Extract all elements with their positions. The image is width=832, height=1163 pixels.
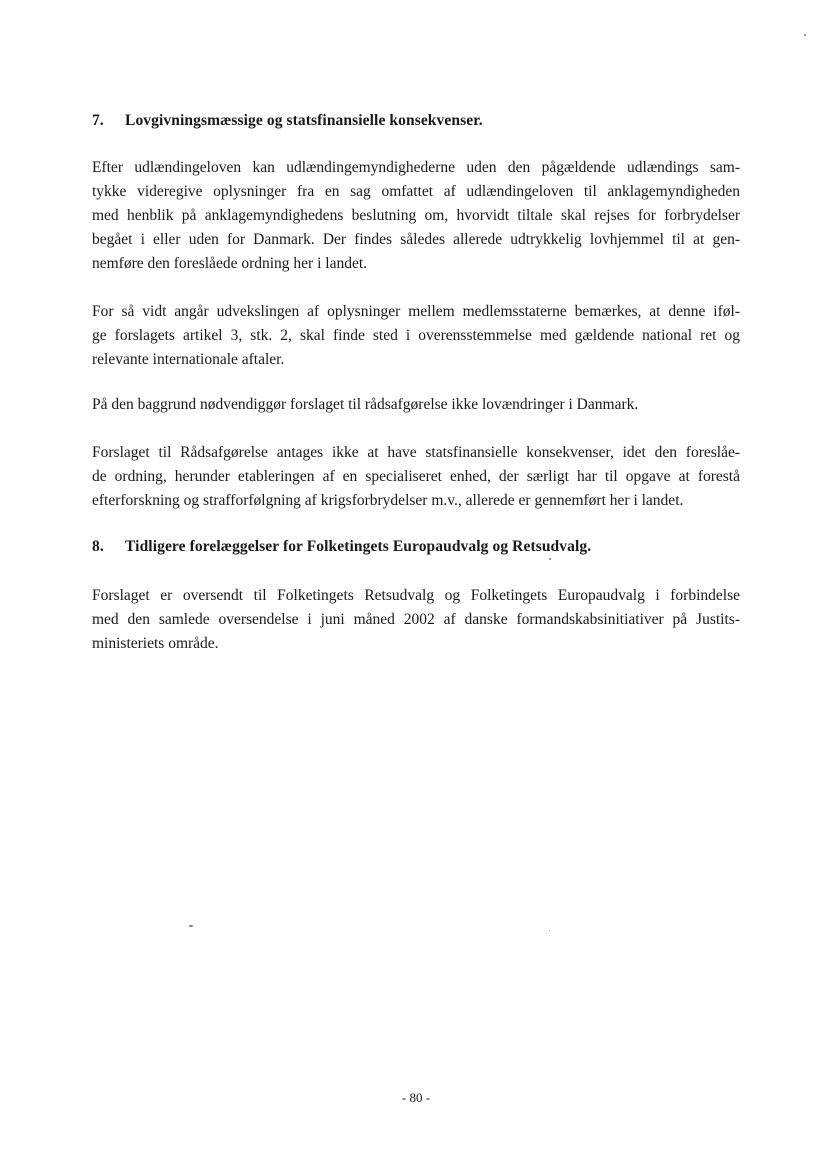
text-line: nemføre den foreslåede ordning her i landet.: [92, 255, 368, 272]
paragraph-financial-consequences: [92, 441, 740, 513]
page-number: - 80 -: [401, 1090, 431, 1105]
section-8-title: Tidligere forelæggelser for Folketingets Europaudvalg og Retsudvalg.: [125, 538, 592, 555]
text-line: ge forslagets artikel 3, stk. 2, skal finde sted i overensstemmelse med gældende national ret og: [92, 327, 740, 344]
text-line: med henblik på anklagemyndighedens beslutning om, hvorvidt tiltale skal rejses for forbrydelser: [92, 207, 740, 224]
text-line: de ordning, herunder etableringen af en specialiseret enhed, der særligt har til opgave at forestå: [92, 468, 740, 485]
scan-speck: [549, 558, 551, 560]
text-line: relevante internationale aftaler.: [92, 351, 285, 368]
scan-speck: [549, 930, 550, 931]
text-line: efterforskning og strafforfølgning af krigsforbrydelser m.v., allerede er gennemført her i landet.: [92, 492, 684, 509]
text-line: Forslaget er oversendt til Folketingets Retsudvalg og Folketingets Europaudvalg i forbindelse: [92, 587, 740, 604]
section-8-number: 8.: [92, 538, 104, 555]
text-line: På den baggrund nødvendiggør forslaget til rådsafgørelse ikke lovændringer i Danmark.: [92, 396, 639, 413]
paragraph-legal-basis: [92, 156, 740, 276]
section-8-heading: [92, 538, 591, 556]
text-line: ministeriets område.: [92, 635, 219, 652]
text-line: med den samlede oversendelse i juni måned 2002 af danske formandskabsinitiativer på Justits-: [92, 611, 740, 628]
paragraph-previous-submissions: [92, 584, 740, 656]
section-7-number: 7.: [92, 112, 104, 129]
text-line: begået i eller uden for Danmark. Der findes således allerede udtrykkelig lovhjemmel til at gen-: [92, 231, 740, 248]
scan-speck: [804, 34, 806, 36]
text-line: Efter udlændingeloven kan udlændingemyndighederne uden den pågældende udlændings sam-: [92, 159, 740, 176]
section-7-heading: [92, 112, 483, 130]
scan-speck: [189, 925, 193, 927]
paragraph-information-exchange: [92, 300, 740, 372]
paragraph-no-law-changes: [92, 393, 740, 417]
text-line: tykke videregive oplysninger fra en sag omfattet af udlændingeloven til anklagemyndigheden: [92, 183, 740, 200]
text-line: Forslaget til Rådsafgørelse antages ikke at have statsfinansielle konsekvenser, idet den foreslåe-: [92, 444, 740, 461]
section-7-title: Lovgivningsmæssige og statsfinansielle konsekvenser.: [125, 112, 483, 129]
text-line: For så vidt angår udvekslingen af oplysninger mellem medlemsstaterne bemærkes, at denne iføl-: [92, 303, 740, 320]
